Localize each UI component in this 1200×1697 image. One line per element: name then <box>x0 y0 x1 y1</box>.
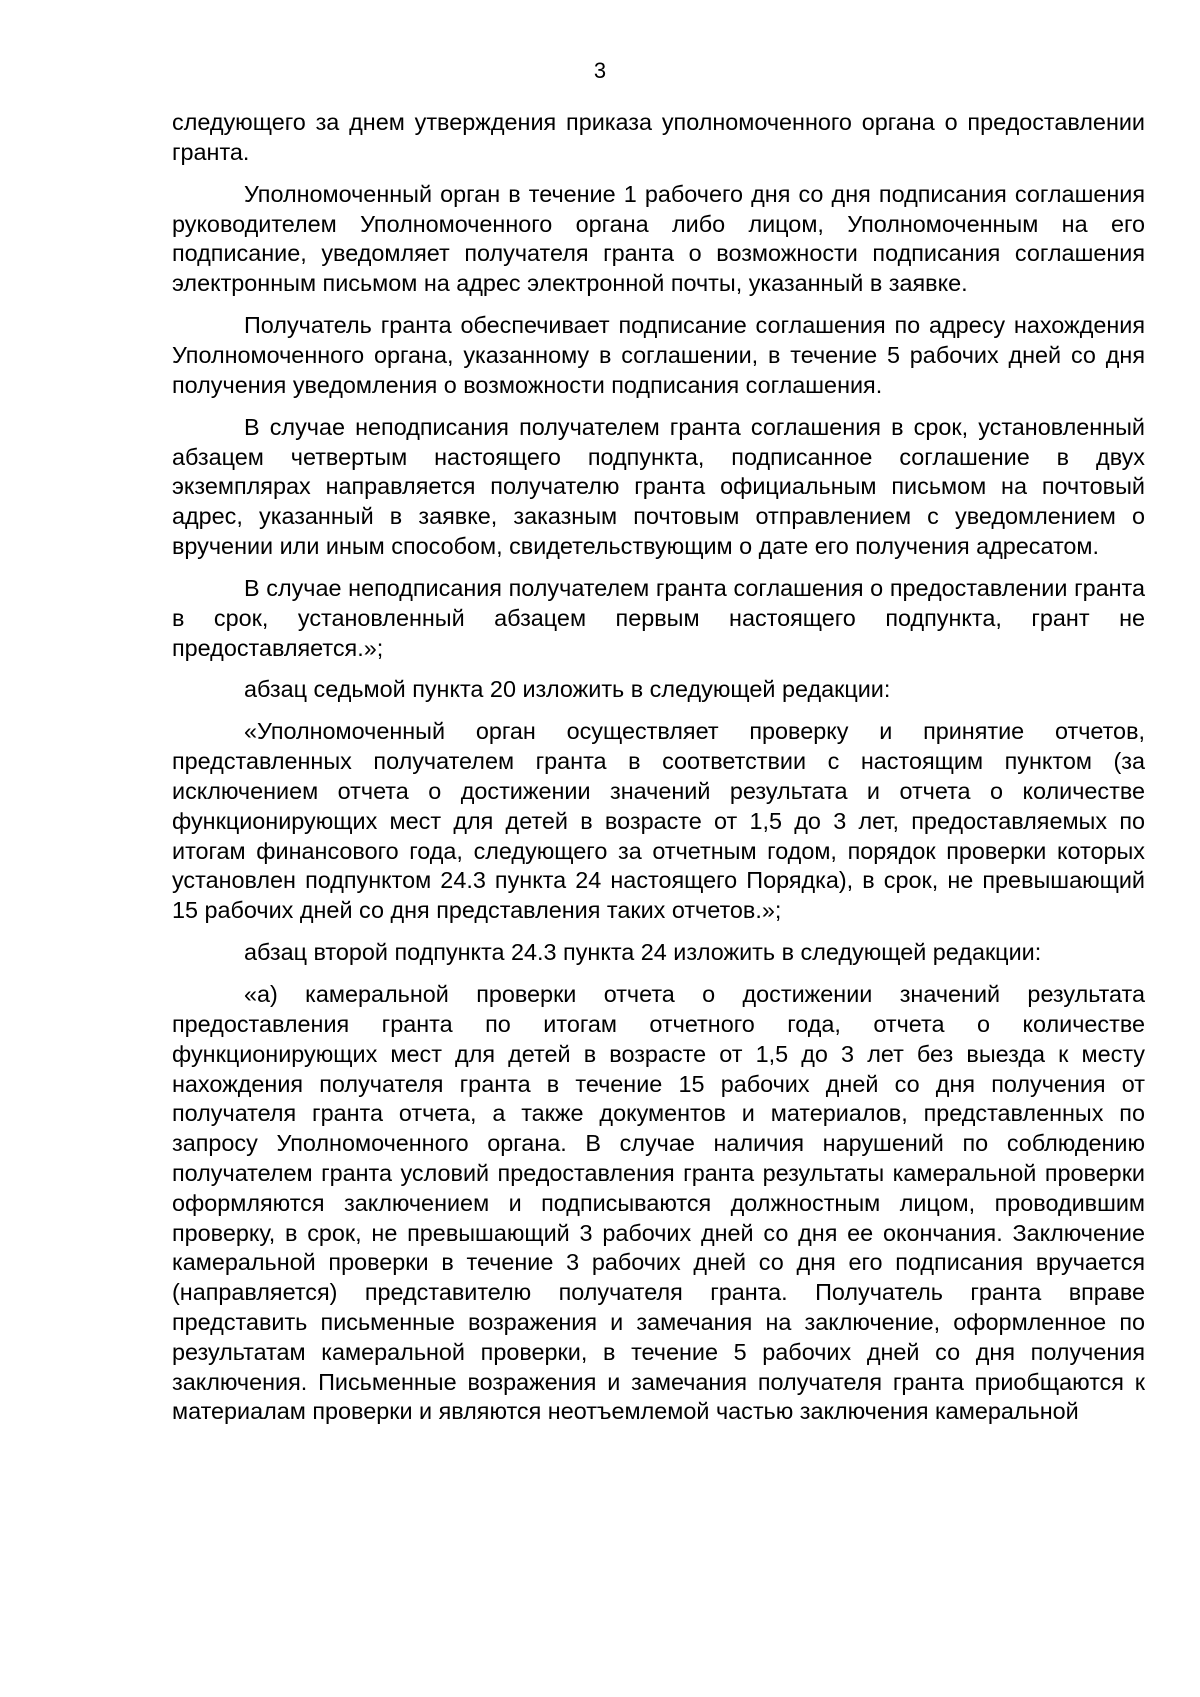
paragraph: абзац седьмой пункта 20 изложить в следующей редакции: <box>244 676 891 703</box>
paragraph: Уполномоченный орган в течение 1 рабочего дня со дня подписания соглашения руководителем Уполномоченного органа либо лицом, Уполномоченным на его подписание, уведомляет получателя гранта о возможности подписания соглашения электронным письмом на адрес электронной почты, указанный в заявке. <box>172 180 1145 297</box>
paragraph: В случае неподписания получателем гранта соглашения в срок, установленный абзацем четвертым настоящего подпункта, подписанное соглашение в двух экземплярах направляется получателю гранта официальным письмом на почтовый адрес, указанный в заявке, заказным почтовым отправлением с уведомлением о вручении или иным способом, свидетельствующим о дате его получения адресатом. <box>172 413 1145 559</box>
page-number: 3 <box>593 58 607 83</box>
document-body <box>172 108 1145 1427</box>
paragraph: В случае неподписания получателем гранта соглашения о предоставлении гранта в срок, установленный абзацем первым настоящего подпункта, грант не предоставляется.»; <box>172 574 1145 661</box>
paragraph: абзац второй подпункта 24.3 пункта 24 изложить в следующей редакции: <box>244 939 1042 966</box>
paragraph: Получатель гранта обеспечивает подписание соглашения по адресу нахождения Уполномоченного органа, указанному в соглашении, в течение 5 рабочих дней со дня получения уведомления о возможности подписания соглашения. <box>172 312 1145 398</box>
paragraph: следующего за днем утверждения приказа уполномоченного органа о предоставлении гранта. <box>172 109 1145 165</box>
paragraph: «а) камеральной проверки отчета о достижении значений результата предоставления гранта по итогам отчетного года, отчета о количестве функционирующих мест для детей в возрасте от 1,5 до 3 лет без выезда к месту нахождения получателя гранта в течение 15 рабочих дней со дня получения от получателя гранта отчета, а также документов и материалов, представленных по запросу Уполномоченного органа. В случае наличия нарушений по соблюдению получателем гранта условий предоставления гранта результаты камеральной проверки оформляются заключением и подписываются должностным лицом, проводившим проверку, в срок, не превышающий 3 рабочих дней со дня ее окончания. Заключение камеральной проверки в течение 3 рабочих дней со дня его подписания вручается (направляется) представителю получателя гранта. Получатель гранта вправе представить письменные возражения и замечания на заключение, оформленное по результатам камеральной проверки, в течение 5 рабочих дней со дня получения заключения. Письменные возражения и замечания получателя гранта приобщаются к материалам проверки и являются неотъемлемой частью заключения камеральной <box>172 981 1145 1425</box>
paragraph: «Уполномоченный орган осуществляет проверку и принятие отчетов, представленных получателем гранта в соответствии с настоящим пунктом (за исключением отчета о достижении значений результата и отчета о количестве функционирующих мест для детей в возрасте от 1,5 до 3 лет, предоставляемых по итогам финансового года, следующего за отчетным годом, порядок проверки которых установлен подпунктом 24.3 пункта 24 настоящего Порядка), в срок, не превышающий 15 рабочих дней со дня представления таких отчетов.»; <box>172 718 1145 924</box>
